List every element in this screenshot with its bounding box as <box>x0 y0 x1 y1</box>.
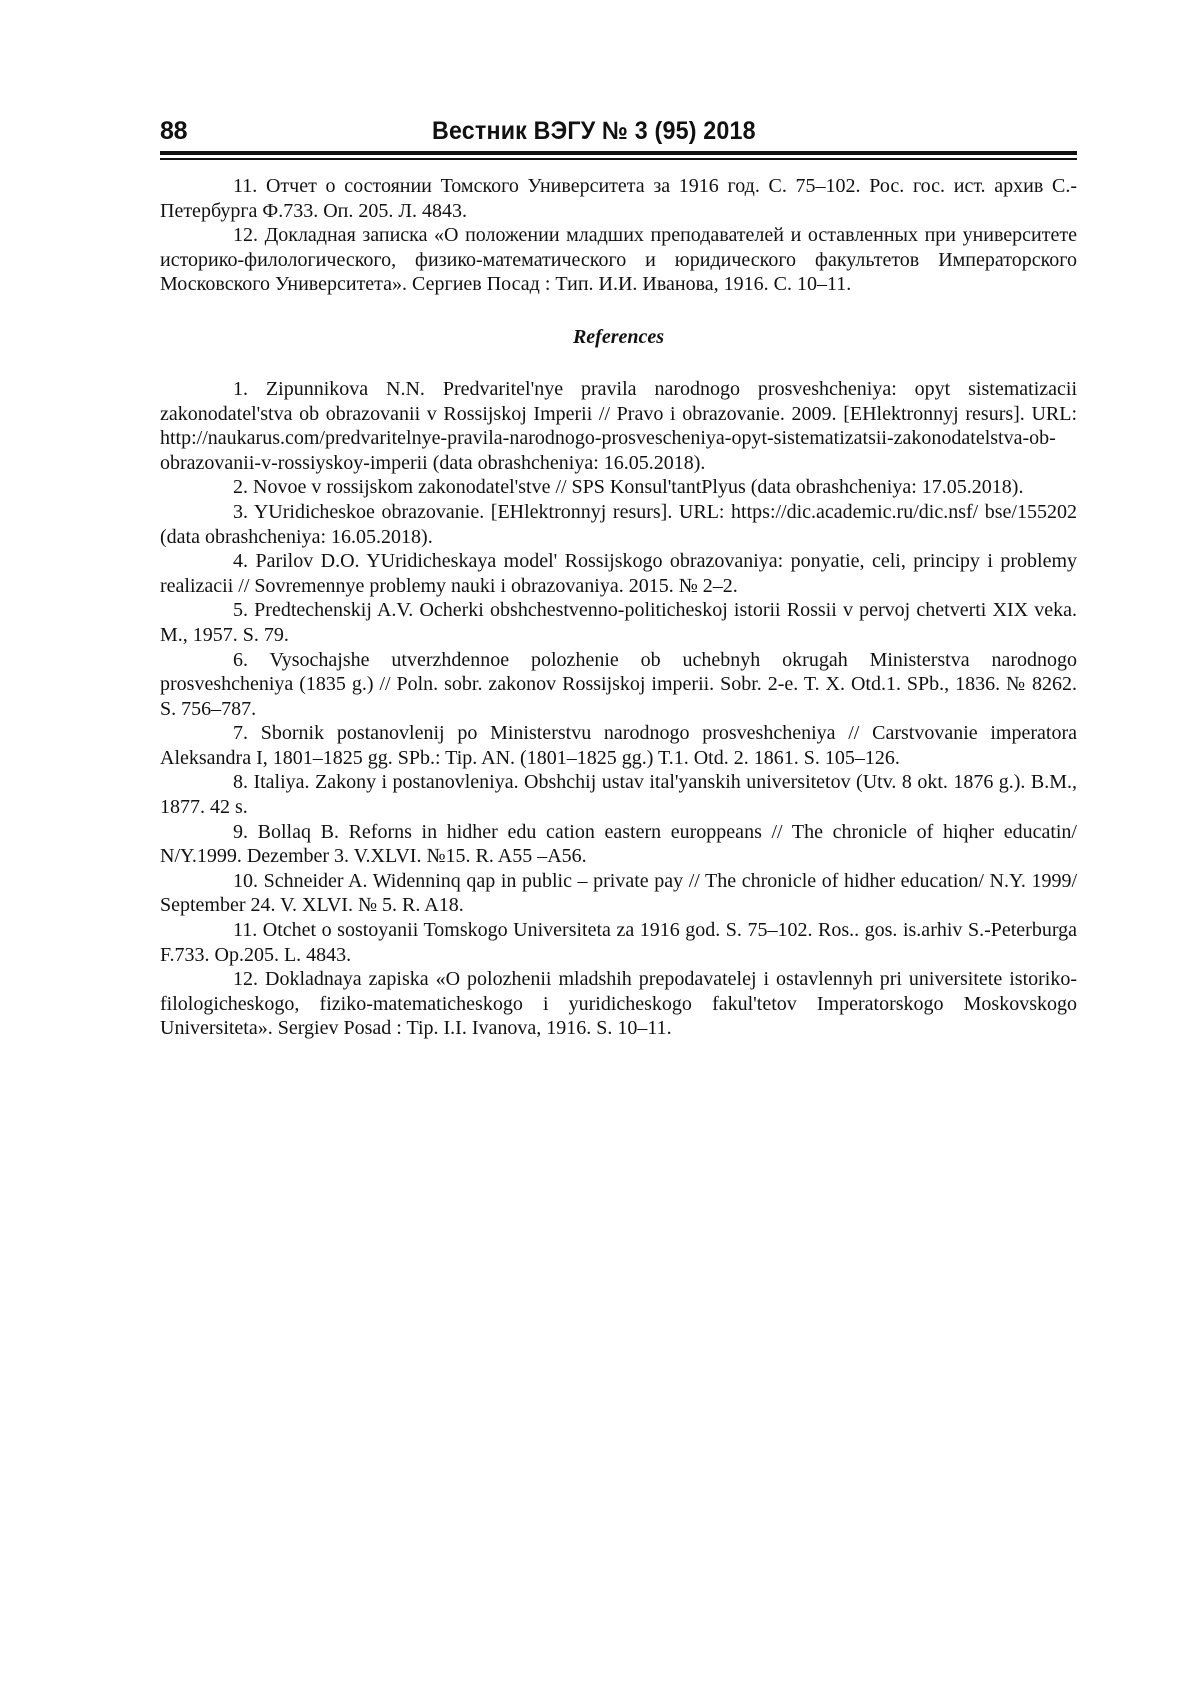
reference-entry: 5. Predtechenskij A.V. Ocherki obshchestvenno-politicheskoj istorii Rossii v pervoj chetverti XIX veka. M., 1957. S. 79. <box>160 599 1077 646</box>
reference-entry: 11. Отчет о состоянии Томского Университета за 1916 год. С. 75–102. Рос. гос. ист. архив С.-Петербурга Ф.733. Оп. 205. Л. 4843. <box>160 175 1077 222</box>
russian-reference-list <box>160 174 1077 297</box>
reference-entry: 8. Italiya. Zakony i postanovleniya. Obshchij ustav ital'yanskih universitetov (Utv. 8 okt. 1876 g.). B.M., 1877. 42 s. <box>160 771 1077 819</box>
page-number: 88 <box>160 117 188 145</box>
reference-entry: 12. Докладная записка «О положении младших преподавателей и оставленных при университете историко-филологического, физико-математического и юридического факультетов Императорского Московского Университета». Сергиев Посад : Тип. И.И. Иванова, 1916. С. 10–11. <box>160 224 1077 296</box>
references-heading: References <box>572 325 665 348</box>
journal-title: Вестник ВЭГУ № 3 (95) 2018 <box>432 117 756 145</box>
page-content <box>160 174 1077 1041</box>
reference-entry: 10. Schneider A. Widenninq qap in public – private pay // The chronicle of hidher education/ N.Y. 1999/ September 24. V. XLVI. № 5. R. A18. <box>160 869 1077 917</box>
reference-entry: 2. Novoe v rossijskom zakonodatel'stve // SPS Konsul'tantPlyus (data obrashcheniya: 17.05.2018). <box>233 476 1024 499</box>
reference-entry: 6. Vysochajshe utverzhdennoe polozhenie ob uchebnyh okrugah Ministerstva narodnogo prosveshcheniya (1835 g.) // Poln. sobr. zakonov Rossijskoj imperii. Sobr. 2-e. T. X. Otd.1. SPb., 1836. № 8262. S. 756–787. <box>160 648 1077 720</box>
reference-entry: 7. Sbornik postanovlenij po Ministerstvu narodnogo prosveshcheniya // Carstvovanie imperatora Aleksandra I, 1801–1825 gg. SPb.: Tip. AN. (1801–1825 gg.) T.1. Otd. 2. 1861. S. 105–126. <box>160 722 1077 769</box>
reference-entry: 4. Parilov D.O. YUridicheskaya model' Rossijskogo obrazovaniya: ponyatie, celi, principy i problemy realizacii // Sovremennye problemy nauki i obrazovaniya. 2015. № 2–2. <box>160 550 1077 597</box>
reference-entry: 11. Otchet o sostoyanii Tomskogo Universiteta za 1916 god. S. 75–102. Ros.. gos. is.arhiv S.-Peterburga F.733. Op.205. L. 4843. <box>160 919 1077 966</box>
header-rule-thick <box>160 151 1077 155</box>
header-rule-thin <box>160 158 1077 160</box>
page-header <box>160 113 1077 149</box>
reference-entry: 1. Zipunnikova N.N. Predvaritel'nye pravila narodnogo prosveshcheniya: opyt sistematizacii zakonodatel'stva ob obrazovanii v Rossijskoj Imperii // Pravo i obrazovanie. 2009. [EHlektronnyj resurs]. URL: http://naukarus.com/predvaritelnye-pravila-narodnogo-prosvescheniya-opyt-sistematizatsii-zakonodatelstva-ob-obrazovanii-v-rossiyskoy-imperii (data obrashcheniya: 16.05.2018). <box>160 377 1077 474</box>
reference-entry: 9. Bollaq B. Reforns in hidher edu cation eastern europpeans // The chronicle of hiqher educatin/ N/Y.1999. Dezember 3. V.XLVI. №15. R. A55 –A56. <box>160 820 1077 868</box>
reference-entry: 12. Dokladnaya zapiska «O polozhenii mladshih prepodavatelej i ostavlennyh pri universitete istoriko-filologicheskogo, fiziko-matematicheskogo i yuridicheskogo fakul'tetov Imperatorskogo Moskovskogo Universiteta». Sergiev Posad : Tip. I.I. Ivanova, 1916. S. 10–11. <box>160 968 1077 1040</box>
reference-entry: 3. YUridicheskoe obrazovanie. [EHlektronnyj resurs]. URL: https://dic.academic.ru/dic.nsf/ bse/155202 (data obrashcheniya: 16.05.2018). <box>160 500 1077 548</box>
reference-list <box>160 377 1077 1041</box>
